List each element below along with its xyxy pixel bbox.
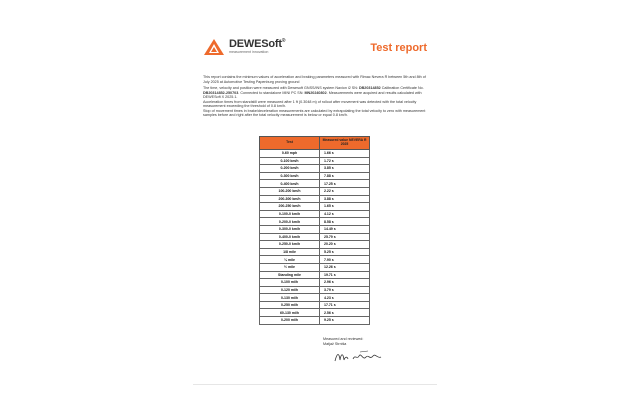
measured-value-cell: 17.71 s xyxy=(320,301,370,309)
test-name-cell: 0-200 mi/h xyxy=(260,317,320,325)
results-table xyxy=(259,136,370,325)
report-intro xyxy=(203,75,427,120)
measured-value-cell: 2.96 s xyxy=(320,279,370,287)
test-name-cell: 0-120 mi/h xyxy=(260,286,320,294)
dewesoft-logo-icon xyxy=(203,38,225,56)
measured-value-cell: 3.88 s xyxy=(320,195,370,203)
brand-name: DEWESoft xyxy=(229,38,282,51)
table-row xyxy=(260,180,370,188)
table-row xyxy=(260,187,370,195)
test-name-cell: 0-200-0 km/h xyxy=(260,218,320,226)
measured-value-cell: 4.23 s xyxy=(320,294,370,302)
brand-tagline: measurement innovation xyxy=(229,50,269,55)
table-row xyxy=(260,150,370,158)
test-name-cell: ¼ mile xyxy=(260,256,320,264)
signer-name: Matjaž Strniša xyxy=(323,341,347,346)
table-row xyxy=(260,172,370,180)
report-title: Test report xyxy=(370,42,427,54)
handwritten-signature-icon xyxy=(333,348,393,364)
measured-value-cell: 9.25 s xyxy=(320,317,370,325)
results-header-row xyxy=(260,137,370,150)
measured-value-cell: 2.56 s xyxy=(320,309,370,317)
table-row xyxy=(260,286,370,294)
table-row xyxy=(260,195,370,203)
table-row xyxy=(260,317,370,325)
intro-paragraph-braking: Stop of movement times in brake/deceleration measurements are calculated by extrapolating the total velocity to zero with measurement samples before and right after the total velocity measurement is below or equal 0.8 km/h. xyxy=(203,108,426,117)
table-row xyxy=(260,203,370,211)
test-name-cell: 0-300 km/h xyxy=(260,172,320,180)
intro-paragraph-scope: This report contains the minimum values of acceleration and braking parameters measured with Rimac Nevera R between 5th and 8th of July 2025 at Automotive Testing Papenburg proving ground xyxy=(203,75,426,84)
measured-value-cell: 1.66 s xyxy=(320,150,370,158)
table-row xyxy=(260,248,370,256)
measured-value-cell: 20.20 s xyxy=(320,241,370,249)
measured-value-cell: 7.90 s xyxy=(320,256,370,264)
column-header-test: Test xyxy=(260,137,320,150)
measured-value-cell: 8.58 s xyxy=(320,218,370,226)
table-row xyxy=(260,301,370,309)
measured-value-cell: 2.22 s xyxy=(320,187,370,195)
measured-value-cell: 1.65 s xyxy=(320,203,370,211)
column-header-value: Measured value NEVERA R 2025 xyxy=(320,137,370,150)
test-name-cell: 200-300 km/h xyxy=(260,195,320,203)
test-name-cell: 0-100-0 km/h xyxy=(260,210,320,218)
table-row xyxy=(260,309,370,317)
measured-value-cell: 25.79 s xyxy=(320,233,370,241)
table-row xyxy=(260,256,370,264)
test-name-cell: 0-250 mi/h xyxy=(260,301,320,309)
brand-text xyxy=(229,39,285,55)
table-row xyxy=(260,263,370,271)
test-name-cell: 0-200 km/h xyxy=(260,165,320,173)
intro-paragraph-equipment: The time, velocity and position were measured with Dewesoft GNSS/INS system Navion i2 SN: DB20314852 Calibration Certificate No. DB20314852-250703. Connected to standalone MINI PC SN: MN20240802. Measurements were acquired and results calculated with DEWESoft X 2025.1. Acceleration times from standstill were measured after 1 ft (0.3048 m) of rollout after movement was detected with the total velocity measurement exceeding the threshold of 0.8 km/h. Stop of movement times in brake/deceleration measurements are calculated by extrapolating the total velocity to zero with measurement samples before and right after the total velocity measurement is below or equal 0.8 km/h. xyxy=(203,86,426,117)
test-name-cell: 0-300-0 km/h xyxy=(260,225,320,233)
table-row xyxy=(260,210,370,218)
signature-block xyxy=(323,337,413,346)
test-name-cell: 0-400 km/h xyxy=(260,180,320,188)
test-name-cell: 0-130 mi/h xyxy=(260,294,320,302)
mini-pc-serial: MN20240802 xyxy=(304,90,327,95)
test-name-cell: 0-400-0 km/h xyxy=(260,233,320,241)
report-page xyxy=(193,28,437,385)
measured-value-cell: 7.88 s xyxy=(320,172,370,180)
measured-value-cell: 12.26 s xyxy=(320,263,370,271)
test-name-cell: 0-100 km/h xyxy=(260,157,320,165)
table-row xyxy=(260,165,370,173)
report-header xyxy=(203,38,427,68)
measured-by-label: Measured and reviewed: xyxy=(323,337,364,341)
table-row xyxy=(260,294,370,302)
measured-value-cell: 17.25 s xyxy=(320,180,370,188)
test-name-cell: 100-200 km/h xyxy=(260,187,320,195)
table-row xyxy=(260,225,370,233)
registered-mark: ® xyxy=(281,38,286,45)
table-row xyxy=(260,241,370,249)
measured-value-cell: 19.71 s xyxy=(320,271,370,279)
brand-logo xyxy=(203,38,285,56)
table-row xyxy=(260,218,370,226)
table-row xyxy=(260,157,370,165)
intro-paragraph-rollout: Acceleration times from standstill were measured after 1 ft (0.3048 m) of rollout after movement was detected with the total velocity measurement exceeding the threshold of 0.8 km/h. xyxy=(203,99,417,108)
test-name-cell: 60-130 mi/h xyxy=(260,309,320,317)
measured-value-cell: 3.79 s xyxy=(320,286,370,294)
test-name-cell: 0-60 mph xyxy=(260,150,320,158)
navion-serial: DB20314852 xyxy=(358,86,381,90)
calibration-certificate: DB20314852-250703 xyxy=(203,90,239,95)
test-name-cell: 0-100 mi/h xyxy=(260,279,320,287)
measured-value-cell: 1.72 s xyxy=(320,157,370,165)
test-name-cell: Standing mile xyxy=(260,271,320,279)
test-name-cell: 200-250 km/h xyxy=(260,203,320,211)
table-row xyxy=(260,233,370,241)
test-name-cell: ½ mile xyxy=(260,263,320,271)
test-name-cell: 0-250-0 km/h xyxy=(260,241,320,249)
measured-value-cell: 3.85 s xyxy=(320,165,370,173)
measured-value-cell: 5.25 s xyxy=(320,248,370,256)
test-name-cell: 1/8 mile xyxy=(260,248,320,256)
measured-value-cell: 14.49 s xyxy=(320,225,370,233)
table-row xyxy=(260,271,370,279)
measured-value-cell: 4.12 s xyxy=(320,210,370,218)
table-row xyxy=(260,279,370,287)
